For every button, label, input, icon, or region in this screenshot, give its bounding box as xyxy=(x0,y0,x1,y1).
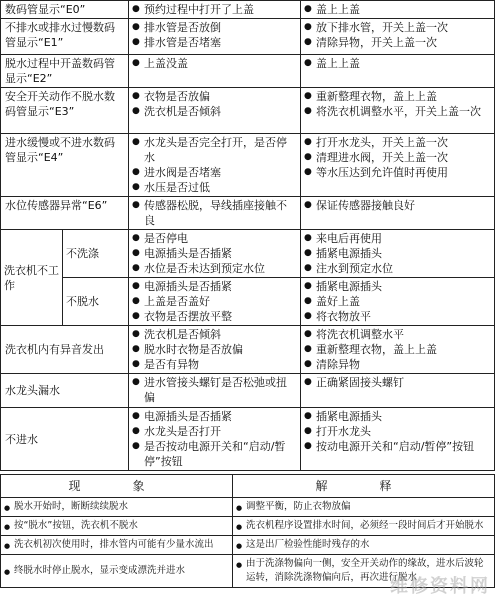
list-item: ● 按“脱水”按钮，洗衣机不脱水 xyxy=(4,519,229,533)
list-item: ● 打开水龙头，开关上盖一次 xyxy=(304,135,491,150)
solution-cell xyxy=(301,19,495,55)
table-row xyxy=(1,88,495,134)
table-row xyxy=(1,498,495,517)
table-row xyxy=(1,230,495,278)
list-item: ● 放下排水管，开关上盖一次 xyxy=(304,20,491,35)
symptom-cell: 安全开关动作不脱水数码管显示“E3” xyxy=(1,88,129,134)
list-item: ● 衣物是否摆放平整 xyxy=(132,309,297,324)
list-item: ● 盖上上盖 xyxy=(304,2,491,17)
explanation-cell xyxy=(233,498,495,517)
sub-symptom-cell: 不脱水 xyxy=(63,278,129,326)
table-row xyxy=(1,555,495,588)
phenomenon-cell xyxy=(1,536,233,555)
list-item: ● 衣物是否放偏 xyxy=(132,89,297,104)
symptom-cell: 数码管显示“E0” xyxy=(1,1,129,19)
list-item: ● 注水到预定水位 xyxy=(304,261,491,276)
cause-cell xyxy=(129,408,301,471)
list-item: ● 排水管是否堵塞 xyxy=(132,35,297,50)
not-working-label: 洗衣机不工作 xyxy=(1,230,63,326)
list-item: ● 按动电源开关和“启动/暂停”按钮 xyxy=(304,439,491,454)
list-item: ● 清理进水阀，开关上盖一次 xyxy=(304,150,491,165)
list-item: ● 重新整理衣物，盖上上盖 xyxy=(304,89,491,104)
table-row xyxy=(1,517,495,536)
cause-cell xyxy=(129,197,301,230)
explanation-cell xyxy=(233,555,495,588)
list-item: ● 终脱水时停止脱水，显示变成漂洗并进水 xyxy=(4,564,229,578)
list-item: ● 盖好上盖 xyxy=(304,294,491,309)
cause-cell xyxy=(129,326,301,374)
table-row xyxy=(1,197,495,230)
table-row xyxy=(1,134,495,197)
list-item: ● 打开水龙头 xyxy=(304,424,491,439)
list-item: ● 正确紧固接头螺钉 xyxy=(304,375,491,390)
solution-cell xyxy=(301,230,495,278)
list-item: ● 水龙头是否打开 xyxy=(132,424,297,439)
list-item: ● 洗衣机是否倾斜 xyxy=(132,327,297,342)
list-item: ● 脱水开始时，断断续续脱水 xyxy=(4,500,229,514)
list-item: ● 传感器松脱，导线插座接触不良 xyxy=(132,198,297,228)
cause-cell xyxy=(129,1,301,19)
list-item: ● 洗衣机初次使用时，排水管内可能有少量水流出 xyxy=(4,538,229,552)
list-item: ● 是否停电 xyxy=(132,231,297,246)
list-item: ● 洗衣机是否倾斜 xyxy=(132,104,297,119)
list-item: ● 电源插头是否插紧 xyxy=(132,409,297,424)
table-row xyxy=(1,1,495,19)
list-item: ● 将衣物放平 xyxy=(304,309,491,324)
solution-cell xyxy=(301,278,495,326)
list-item: ● 插紧电源插头 xyxy=(304,279,491,294)
solution-cell xyxy=(301,1,495,19)
list-item: ● 等水压达到允许值时再使用 xyxy=(304,165,491,180)
sub-symptom-cell: 不洗涤 xyxy=(63,230,129,278)
phenomenon-cell xyxy=(1,555,233,588)
list-item: ● 预约过程中打开了上盖 xyxy=(132,2,297,17)
symptom-cell: 洗衣机内有异音发出 xyxy=(1,326,129,374)
list-item: ● 将洗衣机调整水平，开关上盖一次 xyxy=(304,104,491,119)
list-item: ● 重新整理衣物，盖上上盖 xyxy=(304,342,491,357)
cause-cell xyxy=(129,19,301,55)
list-item: ● 由于洗涤物偏向一侧，安全开关动作的缘故，进水后波轮运转，消除洗涤物偏向后，再次进行脱水 xyxy=(236,557,491,585)
cause-cell xyxy=(129,230,301,278)
list-item: ● 保证传感器接触良好 xyxy=(304,198,491,213)
list-item: ● 是否有异物 xyxy=(132,357,297,372)
phenomenon-cell xyxy=(1,517,233,536)
solution-cell xyxy=(301,197,495,230)
explanation-cell xyxy=(233,517,495,536)
solution-cell xyxy=(301,88,495,134)
table-row xyxy=(1,374,495,408)
cause-cell xyxy=(129,374,301,408)
cause-cell xyxy=(129,134,301,197)
list-item: ● 电源插头是否插紧 xyxy=(132,246,297,261)
list-item: ● 上盖没盖 xyxy=(132,56,297,71)
cause-cell xyxy=(129,88,301,134)
cause-cell xyxy=(129,55,301,88)
list-item: ● 水龙头是否完全打开，是否停水 xyxy=(132,135,297,165)
list-item: ● 水压是否过低 xyxy=(132,180,297,195)
phenomenon-header: 现 象 xyxy=(1,475,233,498)
table-row xyxy=(1,408,495,471)
symptom-cell: 水龙头漏水 xyxy=(1,374,129,408)
list-item: ● 是否按动电源开关和“启动/暂停”按钮 xyxy=(132,439,297,469)
list-item: ● 脱水时衣物是否放偏 xyxy=(132,342,297,357)
solution-cell xyxy=(301,134,495,197)
list-item: ● 调整平衡，防止衣物放偏 xyxy=(236,500,491,514)
explanation-cell xyxy=(233,536,495,555)
list-item: ● 插紧电源插头 xyxy=(304,246,491,261)
list-item: ● 清除异物，开关上盖一次 xyxy=(304,35,491,50)
list-item: ● 进水阀是否堵塞 xyxy=(132,165,297,180)
table-row xyxy=(1,19,495,55)
list-item: ● 上盖是否盖好 xyxy=(132,294,297,309)
list-item: ● 进水管接头螺钉是否松弛或扭偏 xyxy=(132,375,297,405)
list-item: ● 插紧电源插头 xyxy=(304,409,491,424)
symptom-cell: 不排水或排水过慢数码管显示“E1” xyxy=(1,19,129,55)
list-item: ● 这是出厂检验性能时残存的水 xyxy=(236,538,491,552)
symptom-cell: 水位传感器异常“E6” xyxy=(1,197,129,230)
table-row xyxy=(1,278,495,326)
table-row xyxy=(1,55,495,88)
solution-cell xyxy=(301,55,495,88)
list-item: ● 水位是否未达到预定水位 xyxy=(132,261,297,276)
solution-cell xyxy=(301,408,495,471)
symptom-cell: 脱水过程中开盖数码管显示“E2” xyxy=(1,55,129,88)
list-item: ● 排水管是否放倒 xyxy=(132,20,297,35)
watermark: 维修资料网 xyxy=(390,576,490,597)
table-row xyxy=(1,326,495,374)
list-item: ● 将洗衣机调整水平 xyxy=(304,327,491,342)
list-item: ● 电源插头是否插紧 xyxy=(132,279,297,294)
symptom-cell: 进水缓慢或不进水数码管显示“E4” xyxy=(1,134,129,197)
phenomena-table xyxy=(0,474,495,588)
symptom-cell: 不进水 xyxy=(1,408,129,471)
phenomena-header-row xyxy=(1,475,495,498)
solution-cell xyxy=(301,326,495,374)
cause-cell xyxy=(129,278,301,326)
explanation-header: 解 释 xyxy=(233,475,495,498)
list-item: ● 来电后再使用 xyxy=(304,231,491,246)
list-item: ● 盖上上盖 xyxy=(304,56,491,71)
table-row xyxy=(1,536,495,555)
list-item: ● 清除异物 xyxy=(304,357,491,372)
phenomenon-cell xyxy=(1,498,233,517)
list-item: ● 洗衣机程序设置排水时间，必须经一段时间后才开始脱水 xyxy=(236,519,491,533)
solution-cell xyxy=(301,374,495,408)
